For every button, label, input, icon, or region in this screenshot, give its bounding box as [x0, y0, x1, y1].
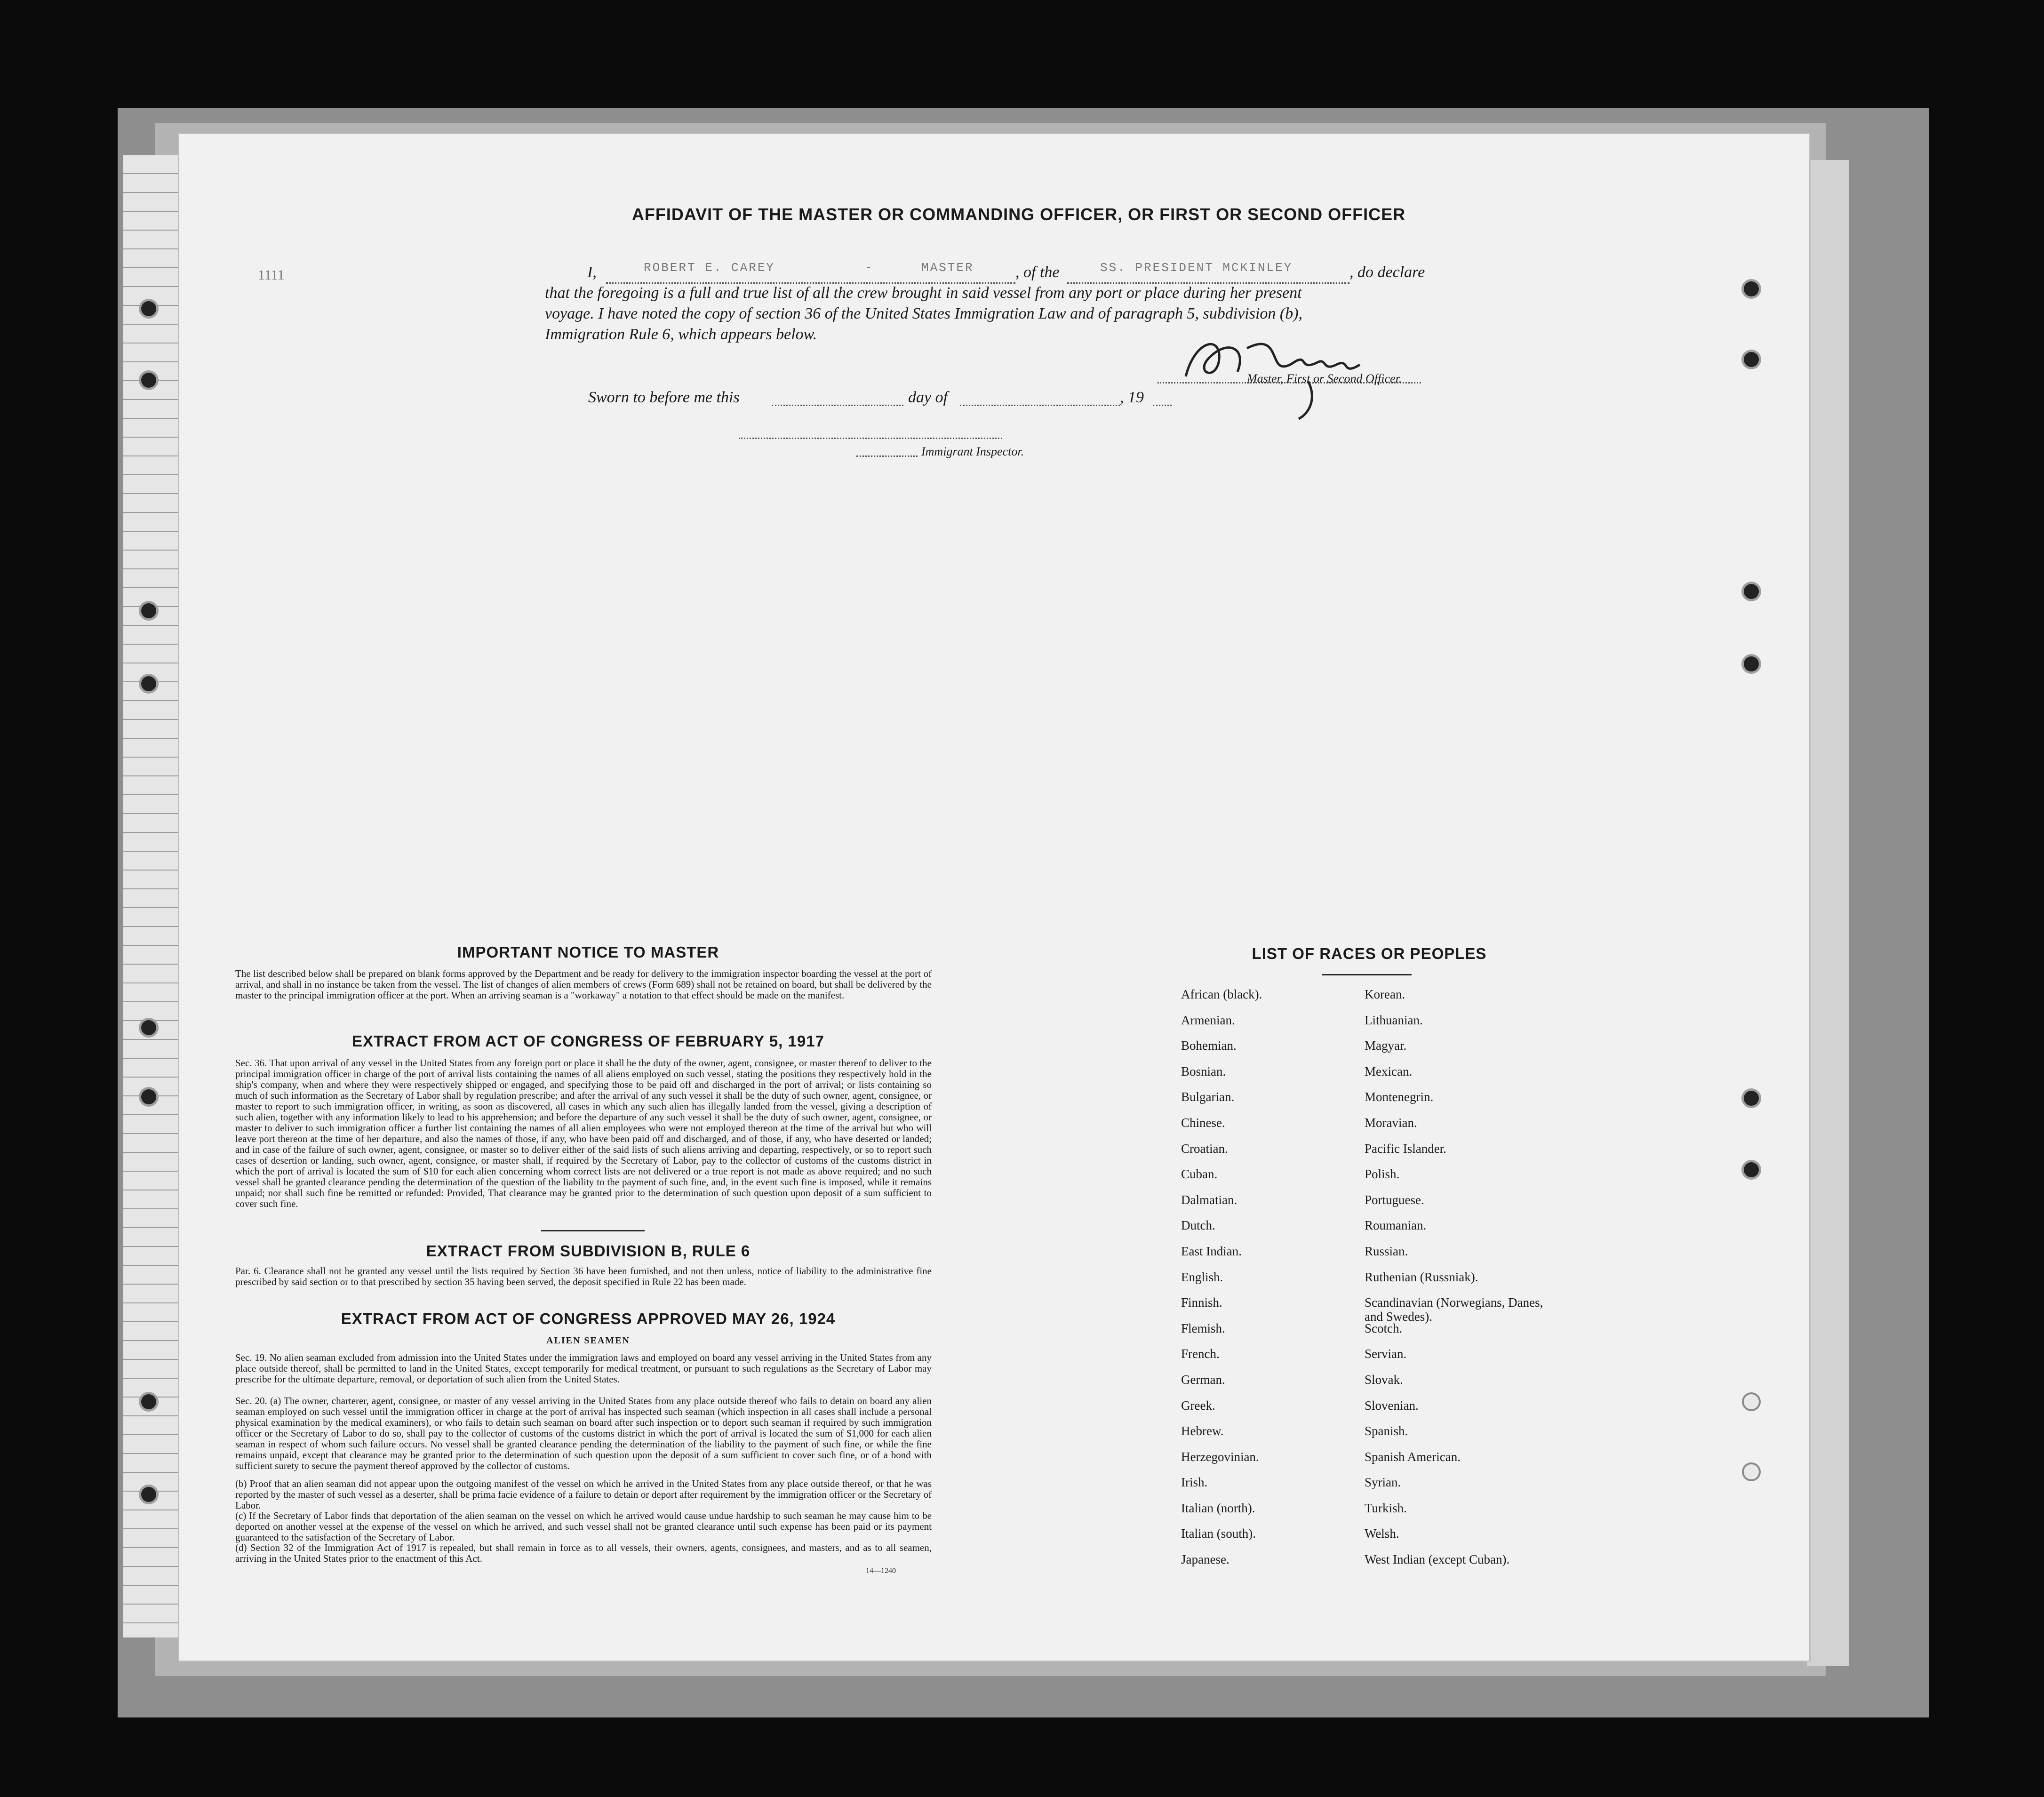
race-item: Slovenian. — [1365, 1398, 1419, 1413]
race-item: Polish. — [1365, 1167, 1400, 1182]
race-item: West Indian (except Cuban). — [1365, 1552, 1510, 1567]
affidavit-line-4: Immigration Rule 6, which appears below. — [545, 326, 817, 343]
race-item: Croatian. — [1181, 1141, 1228, 1156]
race-item: Pacific Islander. — [1365, 1141, 1446, 1156]
punch-hole — [1744, 584, 1759, 599]
year-text: , 19 — [1120, 389, 1144, 406]
race-item: Portuguese. — [1365, 1192, 1424, 1207]
race-item: Italian (north). — [1181, 1501, 1255, 1515]
race-item: Dutch. — [1181, 1218, 1215, 1233]
vessel-name: SS. PRESIDENT MCKINLEY — [1100, 261, 1293, 275]
race-item: Cuban. — [1181, 1167, 1218, 1182]
race-item: Spanish. — [1365, 1424, 1408, 1438]
punch-hole — [141, 1089, 156, 1104]
race-item: English. — [1181, 1270, 1223, 1284]
punch-hole — [141, 373, 156, 388]
punch-hole — [141, 676, 156, 691]
race-item: Japanese. — [1181, 1552, 1230, 1567]
name-field-line — [606, 282, 1015, 284]
inspector-line — [739, 438, 1002, 439]
race-item: Slovak. — [1365, 1372, 1403, 1387]
race-item: Irish. — [1181, 1475, 1208, 1490]
extract-1924-sec20d: (d) Section 32 of the Immigration Act of 1917 is repealed, but shall remain in force as to all vessels, their owners, agents, consignees, and masters, and as to all seamen, arriving in the United States prior to the enactment of this Act. — [235, 1542, 932, 1564]
race-item: Flemish. — [1181, 1321, 1225, 1335]
race-item: East Indian. — [1181, 1244, 1242, 1258]
race-item: Scotch. — [1365, 1321, 1403, 1335]
affidavit-i: I, — [587, 264, 597, 281]
punch-hole — [141, 301, 156, 316]
punch-hole — [141, 1020, 156, 1035]
race-item: Spanish American. — [1365, 1449, 1461, 1464]
punch-hole — [141, 1394, 156, 1409]
race-item: Montenegrin. — [1365, 1090, 1434, 1104]
punch-hole — [141, 1487, 156, 1502]
race-item: Italian (south). — [1181, 1526, 1256, 1541]
form-number: 14—1240 — [866, 1567, 896, 1575]
affidavit-line-3: voyage. I have noted the copy of section 36 of the United States Immigration Law and of paragraph 5, subdivision (b), — [545, 305, 1303, 322]
sworn-day-line — [772, 405, 903, 406]
race-item: Lithuanian. — [1365, 1013, 1423, 1027]
races-title: LIST OF RACES OR PEOPLES — [1252, 945, 1487, 962]
punch-hole — [1744, 281, 1759, 296]
punch-hole — [141, 603, 156, 618]
race-item: Russian. — [1365, 1244, 1408, 1258]
notice-text: The list described below shall be prepared on blank forms approved by the Department and be ready for delivery to the immigration inspector boarding the vessel at the port of arrival, and shall in no instance be taken from the vessel. The list of changes of alien members of crews (Form 689) shall not be retained on board, but shall be delivered by the master to the principal immigration officer at the port. When an arriving seaman is a "workaway" a notation to that effect should be made on the manifest. — [235, 968, 932, 1001]
right-sheet-edge — [1807, 160, 1849, 1666]
month-line — [960, 405, 1120, 406]
inspector-caption: Immigrant Inspector. — [921, 445, 1024, 458]
margin-mark: 1111 — [258, 267, 285, 283]
race-item: Dalmatian. — [1181, 1192, 1238, 1207]
race-item: African (black). — [1181, 987, 1262, 1001]
race-item: Magyar. — [1365, 1038, 1407, 1053]
alien-seamen-subtitle: ALIEN SEAMEN — [546, 1335, 630, 1346]
race-item: Ruthenian (Russniak). — [1365, 1270, 1478, 1284]
race-item: Herzegovinian. — [1181, 1449, 1259, 1464]
races-left-column — [1181, 987, 1336, 1578]
section-divider — [541, 1230, 645, 1231]
race-item: Finnish. — [1181, 1295, 1222, 1310]
punch-hole — [1744, 1394, 1759, 1409]
race-item: Syrian. — [1365, 1475, 1401, 1490]
extract-1924-sec19: Sec. 19. No alien seaman excluded from admission into the United States under the immigration laws and employed on board any vessel arriving in the United States from any place outside thereof, shall be permitted to land in the United States, except temporarily for medical treatment, or pursuant to such regulations as the Secretary of Labor may prescribe for the ultimate departure, removal, or deportation of such alien from the United States. — [235, 1352, 932, 1385]
race-item: Scandinavian (Norwegians, Danes, and Swedes). — [1365, 1295, 1543, 1324]
punch-hole — [1744, 1091, 1759, 1106]
of-the-text: , of the — [1015, 264, 1060, 281]
extract-1917-text: Sec. 36. That upon arrival of any vessel in the United States from any foreign port or place it shall be the duty of the owner, agent, consignee, or master thereof to deliver to the principal immigration officer in charge of the port of arrival lists containing the names of all aliens employed on such vessel, stating the positions they respectively hold in the ship's company, when and where they were respectively shipped or engaged, and specifying those to be paid off and discharged in the port of arrival; or lists containing so much of such information as the Secretary of Labor shall by regulation prescribe; and after the arrival of any such vessel it shall be the duty of such owner, agent, consignee, or master to report to such immigration officer, in writing, as soon as discovered, all cases in which any such alien has illegally landed from the vessel, giving a description of such alien, together with any information likely to lead to his apprehension; and before the departure of any such vessel it shall be the duty of such owner, agent, consignee, or master to deliver to such immigration officer a further list containing the names of all alien employees who were not employed thereon at the time of the arrival but who will leave port thereon at the time of her departure, and also the names of those, if any, who have been paid off and discharged, and of those, if any, who have deserted or landed; and in case of the failure of such owner, agent, consignee, or master so to deliver either of the said lists of such aliens arriving and departing, respectively, or so to report such cases of desertion or landing, such owner, agent, consignee, or master shall, if required by the Secretary of Labor, pay to the collector of customs of the customs district in which the port of arrival is located the sum of $10 for each alien concerning whom correct lists are not delivered or a true report is not made as above required; and no such vessel shall be granted clearance pending the determination of the question of the liability to the payment of such fine, and, in the event such fine is imposed, while it remains unpaid; nor shall such fine be remitted or refunded: Provided, That clearance may be granted prior to the determination of such question upon deposit of a sum sufficient to cover such fine. — [235, 1057, 932, 1209]
sworn-text: Sworn to before me this — [588, 389, 740, 406]
extract-1924-sec20a: Sec. 20. (a) The owner, charterer, agent, consignee, or master of any vessel arriving in the United States from any place outside thereof who fails to detain on board any alien seaman employed on such vessel until the immigration officer in charge at the port of arrival has inspected such seaman (which inspection in all cases shall include a personal physical examination by the medical examiners), or who fails to detain such seaman on board after such inspection or to deport such seaman if required by such immigration officer or the Secretary of Labor to do so, shall pay to the collector of customs of the customs district in which the port of arrival is located the sum of $1,000 for each alien seaman in respect of whom such failure occurs. No vessel shall be granted clearance pending the determination of the liability to the payment of such fine, or while the fine remains unpaid, except that clearance may be granted prior to the determination of such question upon the deposit of a sum sufficient to cover such fine, or of a bond with sufficient surety to secure the payment thereof approved by the collector of customs. — [235, 1395, 932, 1471]
punch-hole — [1744, 656, 1759, 671]
affidavit-line-1 — [545, 261, 1439, 287]
notice-title: IMPORTANT NOTICE TO MASTER — [457, 943, 719, 961]
race-item: Turkish. — [1365, 1501, 1407, 1515]
race-item: Servian. — [1365, 1347, 1407, 1361]
extract-1924-title: EXTRACT FROM ACT OF CONGRESS APPROVED MAY 26, 1924 — [341, 1310, 836, 1327]
race-item: Mexican. — [1365, 1064, 1413, 1078]
races-title-rule — [1322, 974, 1412, 975]
race-item: Korean. — [1365, 987, 1405, 1001]
extract-1924-sec20b: (b) Proof that an alien seaman did not appear upon the outgoing manifest of the vessel on which he arrived in the United States from any place outside thereof, or that he was reported by the master of such vessel as a deserter, shall be prima facie evidence of a failure to detain or deport after requirement by the immigration officer or the Secretary of Labor. — [235, 1478, 932, 1511]
master-rank: MASTER — [921, 261, 974, 275]
race-item: Bulgarian. — [1181, 1090, 1235, 1104]
punch-hole — [1744, 1162, 1759, 1177]
do-declare-text: , do declare — [1349, 264, 1425, 281]
races-right-column — [1365, 987, 1562, 1578]
punch-hole — [1744, 352, 1759, 367]
signature-caption: Master, First or Second Officer. — [1247, 372, 1402, 385]
master-name: ROBERT E. CAREY — [644, 261, 775, 275]
name-dash: - — [865, 261, 874, 275]
day-of-text: day of — [908, 389, 948, 406]
race-item: Chinese. — [1181, 1115, 1225, 1130]
punch-hole — [1744, 1464, 1759, 1479]
extract-1924-sec20c: (c) If the Secretary of Labor finds that deportation of the alien seaman on the vessel on which he arrived would cause undue hardship to such seaman he may cause him to be deported on another vessel at the expense of the vessel on which he arrived, and such vessel shall not be granted clearance until such expense has been paid or its payment guaranteed to the satisfaction of the Secretary of Labor. — [235, 1510, 932, 1543]
race-item: Moravian. — [1365, 1115, 1417, 1130]
vessel-field-line — [1067, 282, 1349, 284]
affidavit-title: AFFIDAVIT OF THE MASTER OR COMMANDING OFFICER, OR FIRST OR SECOND OFFICER — [631, 205, 1406, 224]
rule6-title: EXTRACT FROM SUBDIVISION B, RULE 6 — [426, 1242, 751, 1260]
race-item: Bohemian. — [1181, 1038, 1237, 1053]
race-item: German. — [1181, 1372, 1225, 1387]
extract-1917-title: EXTRACT FROM ACT OF CONGRESS OF FEBRUARY 5, 1917 — [352, 1032, 824, 1050]
race-item: Welsh. — [1365, 1526, 1399, 1541]
race-item: Armenian. — [1181, 1013, 1235, 1027]
race-item: Greek. — [1181, 1398, 1215, 1413]
race-item: Roumanian. — [1365, 1218, 1427, 1233]
race-item: Bosnian. — [1181, 1064, 1226, 1078]
rule6-text: Par. 6. Clearance shall not be granted any vessel until the lists required by Section 36 have been furnished, and not then unless, notice of liability to the administrative fine prescribed by said section or to that prescribed by section 35 having been served, the deposit specified in Rule 22 has been made. — [235, 1265, 932, 1287]
race-item: French. — [1181, 1347, 1220, 1361]
race-item: Hebrew. — [1181, 1424, 1224, 1438]
year-line — [1153, 405, 1172, 406]
inspector-line-short — [856, 455, 918, 457]
affidavit-line-2: that the foregoing is a full and true list of all the crew brought in said vessel from any port or place during her present — [545, 284, 1302, 302]
